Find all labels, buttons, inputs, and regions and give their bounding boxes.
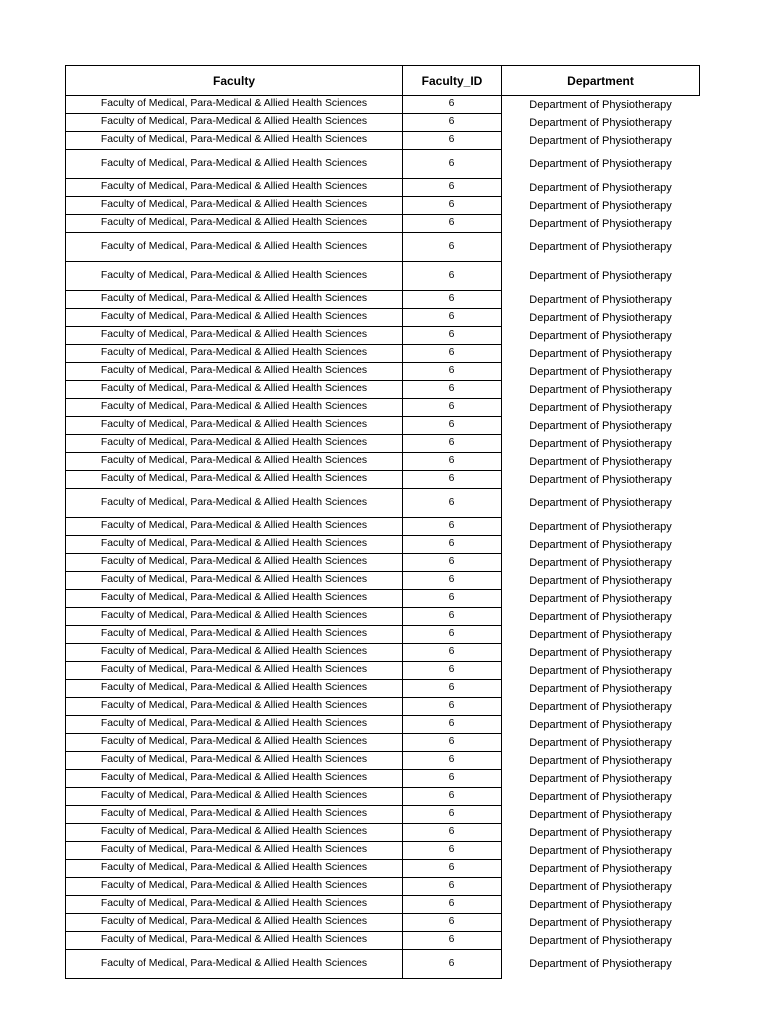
cell-department: Department of Physiotherapy <box>529 844 672 857</box>
cell-department: Department of Physiotherapy <box>529 646 672 659</box>
cell-faculty-id: 6 <box>402 381 502 399</box>
cell-faculty-id: 6 <box>402 518 502 536</box>
cell-faculty: Faculty of Medical, Para-Medical & Allied Health Sciences <box>65 626 403 644</box>
cell-faculty-id: 6 <box>402 435 502 453</box>
cell-department: Department of Physiotherapy <box>529 664 672 677</box>
cell-faculty: Faculty of Medical, Para-Medical & Allied Health Sciences <box>65 197 403 215</box>
cell-faculty: Faculty of Medical, Para-Medical & Allied Health Sciences <box>65 554 403 572</box>
cell-faculty-id: 6 <box>402 197 502 215</box>
cell-faculty: Faculty of Medical, Para-Medical & Allied Health Sciences <box>65 572 403 590</box>
cell-department: Department of Physiotherapy <box>529 934 672 947</box>
cell-faculty-id: 6 <box>402 734 502 752</box>
cell-faculty-id: 6 <box>402 114 502 132</box>
cell-faculty: Faculty of Medical, Para-Medical & Allied Health Sciences <box>65 896 403 914</box>
cell-department: Department of Physiotherapy <box>529 826 672 839</box>
cell-faculty-id: 6 <box>402 770 502 788</box>
cell-faculty: Faculty of Medical, Para-Medical & Allied Health Sciences <box>65 806 403 824</box>
cell-faculty-id: 6 <box>402 788 502 806</box>
cell-department: Department of Physiotherapy <box>529 772 672 785</box>
cell-department: Department of Physiotherapy <box>529 311 672 324</box>
cell-faculty: Faculty of Medical, Para-Medical & Allied Health Sciences <box>65 536 403 554</box>
cell-department: Department of Physiotherapy <box>529 736 672 749</box>
cell-faculty: Faculty of Medical, Para-Medical & Allied Health Sciences <box>65 132 403 150</box>
cell-faculty: Faculty of Medical, Para-Medical & Allied Health Sciences <box>65 662 403 680</box>
cell-faculty-id: 6 <box>402 824 502 842</box>
cell-department: Department of Physiotherapy <box>529 116 672 129</box>
cell-department: Department of Physiotherapy <box>529 455 672 468</box>
cell-faculty: Faculty of Medical, Para-Medical & Allied Health Sciences <box>65 96 403 114</box>
cell-department: Department of Physiotherapy <box>529 682 672 695</box>
cell-department: Department of Physiotherapy <box>529 199 672 212</box>
cell-faculty: Faculty of Medical, Para-Medical & Allied Health Sciences <box>65 788 403 806</box>
cell-faculty: Faculty of Medical, Para-Medical & Allied Health Sciences <box>65 233 403 262</box>
cell-department: Department of Physiotherapy <box>529 610 672 623</box>
cell-faculty-id: 6 <box>402 471 502 489</box>
cell-faculty: Faculty of Medical, Para-Medical & Allied Health Sciences <box>65 860 403 878</box>
cell-department: Department of Physiotherapy <box>529 401 672 414</box>
cell-faculty: Faculty of Medical, Para-Medical & Allied Health Sciences <box>65 150 403 179</box>
cell-faculty: Faculty of Medical, Para-Medical & Allied Health Sciences <box>65 752 403 770</box>
cell-department: Department of Physiotherapy <box>529 181 672 194</box>
cell-faculty-id: 6 <box>402 662 502 680</box>
cell-faculty: Faculty of Medical, Para-Medical & Allied Health Sciences <box>65 309 403 327</box>
cell-faculty-id: 6 <box>402 132 502 150</box>
cell-faculty: Faculty of Medical, Para-Medical & Allied Health Sciences <box>65 179 403 197</box>
cell-faculty-id: 6 <box>402 453 502 471</box>
cell-faculty-id: 6 <box>402 896 502 914</box>
cell-faculty: Faculty of Medical, Para-Medical & Allied Health Sciences <box>65 770 403 788</box>
cell-faculty: Faculty of Medical, Para-Medical & Allied Health Sciences <box>65 608 403 626</box>
cell-faculty: Faculty of Medical, Para-Medical & Allied Health Sciences <box>65 453 403 471</box>
cell-faculty: Faculty of Medical, Para-Medical & Allied Health Sciences <box>65 590 403 608</box>
cell-faculty-id: 6 <box>402 233 502 262</box>
cell-faculty-id: 6 <box>402 878 502 896</box>
cell-department: Department of Physiotherapy <box>529 880 672 893</box>
cell-faculty-id: 6 <box>402 150 502 179</box>
cell-faculty-id: 6 <box>402 806 502 824</box>
cell-faculty: Faculty of Medical, Para-Medical & Allied Health Sciences <box>65 950 403 979</box>
cell-department: Department of Physiotherapy <box>529 293 672 306</box>
cell-department: Department of Physiotherapy <box>529 898 672 911</box>
cell-faculty: Faculty of Medical, Para-Medical & Allied Health Sciences <box>65 680 403 698</box>
cell-faculty: Faculty of Medical, Para-Medical & Allied Health Sciences <box>65 417 403 435</box>
cell-department: Department of Physiotherapy <box>529 718 672 731</box>
cell-department: Department of Physiotherapy <box>529 958 672 970</box>
cell-faculty: Faculty of Medical, Para-Medical & Allied Health Sciences <box>65 698 403 716</box>
cell-department: Department of Physiotherapy <box>529 520 672 533</box>
cell-department: Department of Physiotherapy <box>529 134 672 147</box>
cell-department: Department of Physiotherapy <box>529 574 672 587</box>
cell-department: Department of Physiotherapy <box>529 217 672 230</box>
cell-department: Department of Physiotherapy <box>529 270 672 282</box>
header-faculty: Faculty <box>65 65 403 96</box>
cell-faculty-id: 6 <box>402 96 502 114</box>
cell-faculty: Faculty of Medical, Para-Medical & Allied Health Sciences <box>65 734 403 752</box>
cell-faculty-id: 6 <box>402 680 502 698</box>
cell-faculty-id: 6 <box>402 327 502 345</box>
cell-faculty: Faculty of Medical, Para-Medical & Allied Health Sciences <box>65 262 403 291</box>
cell-faculty: Faculty of Medical, Para-Medical & Allied Health Sciences <box>65 291 403 309</box>
cell-department: Department of Physiotherapy <box>529 556 672 569</box>
cell-department: Department of Physiotherapy <box>529 437 672 450</box>
cell-faculty: Faculty of Medical, Para-Medical & Allied Health Sciences <box>65 518 403 536</box>
header-department: Department <box>501 65 700 96</box>
cell-department: Department of Physiotherapy <box>529 916 672 929</box>
cell-faculty-id: 6 <box>402 399 502 417</box>
cell-faculty-id: 6 <box>402 860 502 878</box>
cell-faculty: Faculty of Medical, Para-Medical & Allied Health Sciences <box>65 842 403 860</box>
cell-faculty-id: 6 <box>402 950 502 979</box>
cell-faculty: Faculty of Medical, Para-Medical & Allied Health Sciences <box>65 471 403 489</box>
cell-faculty-id: 6 <box>402 716 502 734</box>
cell-faculty-id: 6 <box>402 417 502 435</box>
cell-faculty-id: 6 <box>402 215 502 233</box>
cell-faculty-id: 6 <box>402 608 502 626</box>
cell-faculty-id: 6 <box>402 179 502 197</box>
cell-faculty: Faculty of Medical, Para-Medical & Allied Health Sciences <box>65 363 403 381</box>
cell-faculty-id: 6 <box>402 644 502 662</box>
cell-faculty: Faculty of Medical, Para-Medical & Allied Health Sciences <box>65 327 403 345</box>
cell-faculty: Faculty of Medical, Para-Medical & Allied Health Sciences <box>65 878 403 896</box>
cell-faculty: Faculty of Medical, Para-Medical & Allied Health Sciences <box>65 399 403 417</box>
cell-department: Department of Physiotherapy <box>529 628 672 641</box>
cell-faculty-id: 6 <box>402 626 502 644</box>
cell-faculty-id: 6 <box>402 536 502 554</box>
cell-department: Department of Physiotherapy <box>529 592 672 605</box>
cell-faculty-id: 6 <box>402 291 502 309</box>
cell-department: Department of Physiotherapy <box>529 473 672 486</box>
cell-department: Department of Physiotherapy <box>529 158 672 170</box>
cell-faculty-id: 6 <box>402 752 502 770</box>
cell-department: Department of Physiotherapy <box>529 700 672 713</box>
cell-department: Department of Physiotherapy <box>529 754 672 767</box>
cell-faculty-id: 6 <box>402 590 502 608</box>
cell-department: Department of Physiotherapy <box>529 241 672 253</box>
cell-faculty-id: 6 <box>402 363 502 381</box>
cell-department: Department of Physiotherapy <box>529 497 672 509</box>
cell-faculty: Faculty of Medical, Para-Medical & Allied Health Sciences <box>65 824 403 842</box>
cell-faculty: Faculty of Medical, Para-Medical & Allied Health Sciences <box>65 215 403 233</box>
cell-faculty-id: 6 <box>402 489 502 518</box>
cell-department: Department of Physiotherapy <box>529 383 672 396</box>
cell-faculty-id: 6 <box>402 914 502 932</box>
cell-faculty-id: 6 <box>402 345 502 363</box>
cell-department: Department of Physiotherapy <box>529 862 672 875</box>
cell-faculty: Faculty of Medical, Para-Medical & Allied Health Sciences <box>65 435 403 453</box>
cell-faculty: Faculty of Medical, Para-Medical & Allied Health Sciences <box>65 644 403 662</box>
cell-department: Department of Physiotherapy <box>529 329 672 342</box>
header-faculty-id: Faculty_ID <box>402 65 502 96</box>
cell-department: Department of Physiotherapy <box>529 808 672 821</box>
cell-department: Department of Physiotherapy <box>529 98 672 111</box>
cell-faculty: Faculty of Medical, Para-Medical & Allied Health Sciences <box>65 114 403 132</box>
cell-faculty-id: 6 <box>402 554 502 572</box>
cell-faculty-id: 6 <box>402 842 502 860</box>
cell-faculty: Faculty of Medical, Para-Medical & Allied Health Sciences <box>65 914 403 932</box>
cell-faculty: Faculty of Medical, Para-Medical & Allied Health Sciences <box>65 345 403 363</box>
cell-department: Department of Physiotherapy <box>529 347 672 360</box>
cell-department: Department of Physiotherapy <box>529 790 672 803</box>
cell-faculty-id: 6 <box>402 262 502 291</box>
cell-faculty: Faculty of Medical, Para-Medical & Allied Health Sciences <box>65 716 403 734</box>
cell-department: Department of Physiotherapy <box>529 538 672 551</box>
cell-department: Department of Physiotherapy <box>529 419 672 432</box>
cell-faculty-id: 6 <box>402 932 502 950</box>
cell-faculty-id: 6 <box>402 698 502 716</box>
cell-faculty-id: 6 <box>402 572 502 590</box>
cell-faculty: Faculty of Medical, Para-Medical & Allied Health Sciences <box>65 489 403 518</box>
cell-department: Department of Physiotherapy <box>529 365 672 378</box>
cell-faculty-id: 6 <box>402 309 502 327</box>
cell-faculty: Faculty of Medical, Para-Medical & Allied Health Sciences <box>65 381 403 399</box>
cell-faculty: Faculty of Medical, Para-Medical & Allied Health Sciences <box>65 932 403 950</box>
